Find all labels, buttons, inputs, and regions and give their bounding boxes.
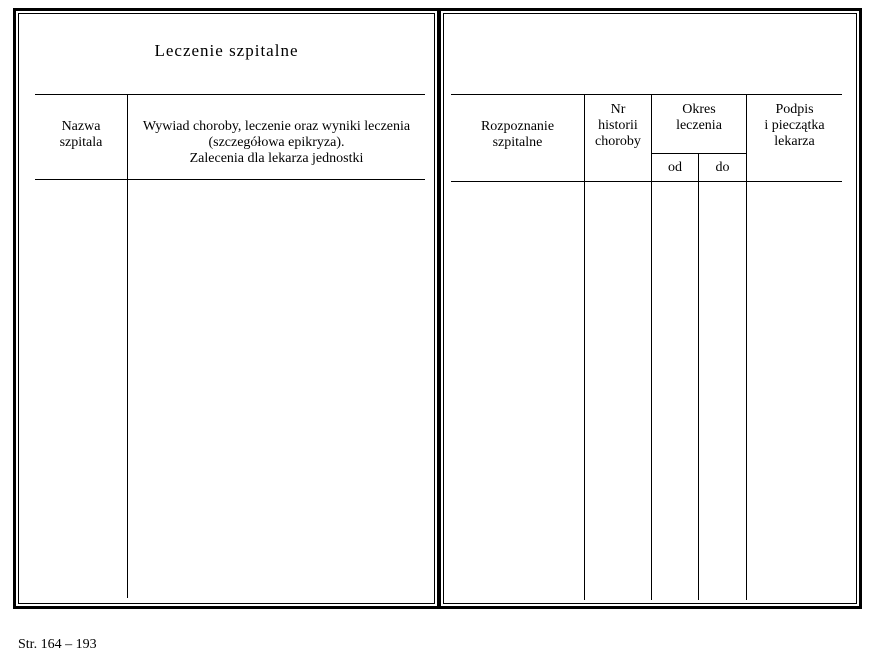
header-line: Wywiad choroby, leczenie oraz wyniki leczenia <box>142 119 411 134</box>
header-line: (szczegółowa epikryza). <box>208 135 345 150</box>
header-line: choroby <box>595 134 641 149</box>
page-title: Leczenie szpitalne <box>154 41 299 60</box>
header-line: Zalecenia dla lekarza jednostki <box>189 151 364 166</box>
header-line: Rozpoznanie <box>480 119 555 134</box>
header-line: leczenia <box>676 118 722 133</box>
header-period-from: od <box>668 160 682 175</box>
right-header-top-rule <box>451 94 842 95</box>
header-line: i pieczątka <box>764 118 825 133</box>
right-header-bottom-rule <box>451 181 842 182</box>
header-diagnosis <box>451 119 584 151</box>
header-history <box>128 119 425 167</box>
right-page <box>438 8 862 609</box>
header-signature <box>747 102 842 150</box>
page-range-footer: Str. 164 – 193 <box>18 637 97 652</box>
header-line: Nr <box>610 102 626 117</box>
left-header-top-rule <box>35 94 425 95</box>
header-line: Podpis <box>775 102 814 117</box>
right-column-divider <box>698 153 699 600</box>
header-line: szpitala <box>59 135 103 150</box>
header-period-to: do <box>715 160 730 175</box>
header-line: szpitalne <box>492 135 543 150</box>
header-record-number <box>585 102 651 150</box>
header-line: lekarza <box>774 134 815 149</box>
header-line: historii <box>598 118 638 133</box>
header-treatment-period <box>652 102 746 134</box>
left-column-divider <box>127 94 128 598</box>
header-line: Okres <box>682 102 716 117</box>
right-column-divider <box>746 94 747 600</box>
header-hospital-name <box>35 119 127 151</box>
header-line: Nazwa <box>61 119 101 134</box>
right-column-divider <box>584 94 585 600</box>
left-header-bottom-rule <box>35 179 425 180</box>
left-page <box>13 8 440 609</box>
